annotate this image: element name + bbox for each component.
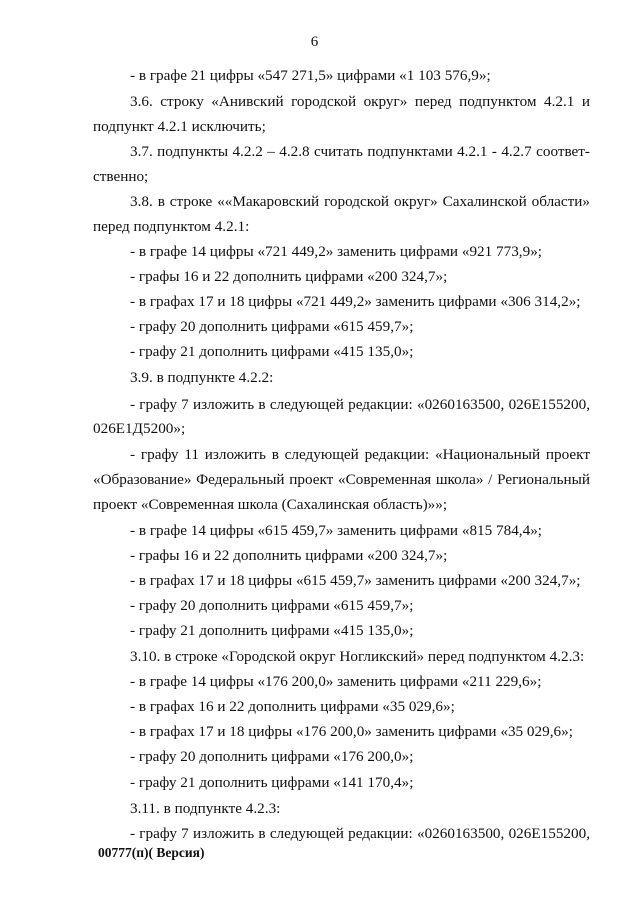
text-line: проект «Современная школа (Сахалинская область)»»; [93,496,448,513]
text-line: 3.9. в подпункте 4.2.2: [130,369,274,386]
text-line: - графу 7 изложить в следующей редакции: «0260163500, 026E155200, [130,825,590,842]
text-line: - графу 11 изложить в следующей редакции: «Национальный проект [130,446,590,463]
text-line: 3.6. строку «Анивский городской округ» перед подпунктом 4.2.1 и [130,93,590,110]
text-line: - в графе 14 цифры «721 449,2» заменить цифрами «921 773,9»; [130,243,543,260]
text-line: - графы 16 и 22 дополнить цифрами «200 324,7»; [130,268,448,285]
text-line: - в графе 21 цифры «547 271,5» цифрами «1 103 576,9»; [130,67,491,84]
text-line: 026E1Д5200»; [93,420,186,437]
text-line: 3.10. в строке «Городской округ Ногликский» перед подпунктом 4.2.3: [130,648,585,665]
text-line: - в графах 16 и 22 дополнить цифрами «35 029,6»; [130,698,455,715]
text-line: - в графах 17 и 18 цифры «615 459,7» заменить цифрами «200 324,7»; [130,572,581,589]
text-line: - в графах 17 и 18 цифры «721 449,2» заменить цифрами «306 314,2»; [130,293,581,310]
text-line: - графу 20 дополнить цифрами «615 459,7»; [130,597,414,614]
text-line: - графу 20 дополнить цифрами «176 200,0»; [130,748,414,765]
text-line: - в графе 14 цифры «615 459,7» заменить цифрами «815 784,4»; [130,522,543,539]
document-footer-code: 00777(п)( Версия) [98,845,205,860]
text-line: подпункт 4.2.1 исключить; [93,118,266,135]
page-number: 6 [310,34,319,50]
text-line: - графу 21 дополнить цифрами «415 135,0»; [130,343,414,360]
text-line: - графу 21 дополнить цифрами «415 135,0»; [130,622,414,639]
text-line: - в графах 17 и 18 цифры «176 200,0» заменить цифрами «35 029,6»; [130,723,573,740]
text-line: - графу 7 изложить в следующей редакции: «0260163500, 026E155200, [130,396,590,413]
text-line: 3.7. подпункты 4.2.2 – 4.2.8 считать подпунктами 4.2.1 - 4.2.7 соответ- [130,143,590,160]
text-line: ственно; [93,168,149,185]
text-line: 3.11. в подпункте 4.2.3: [130,800,281,817]
text-line: - в графе 14 цифры «176 200,0» заменить цифрами «211 229,6»; [130,673,542,690]
text-line: «Образование» Федеральный проект «Современная школа» / Региональный [93,471,590,488]
text-line: 3.8. в строке ««Макаровский городской округ» Сахалинской области» [130,193,590,210]
text-line: - графу 20 дополнить цифрами «615 459,7»; [130,318,414,335]
text-line: перед подпунктом 4.2.1: [93,218,250,235]
text-line: - графу 21 дополнить цифрами «141 170,4»; [130,774,414,791]
text-line: - графы 16 и 22 дополнить цифрами «200 324,7»; [130,547,448,564]
